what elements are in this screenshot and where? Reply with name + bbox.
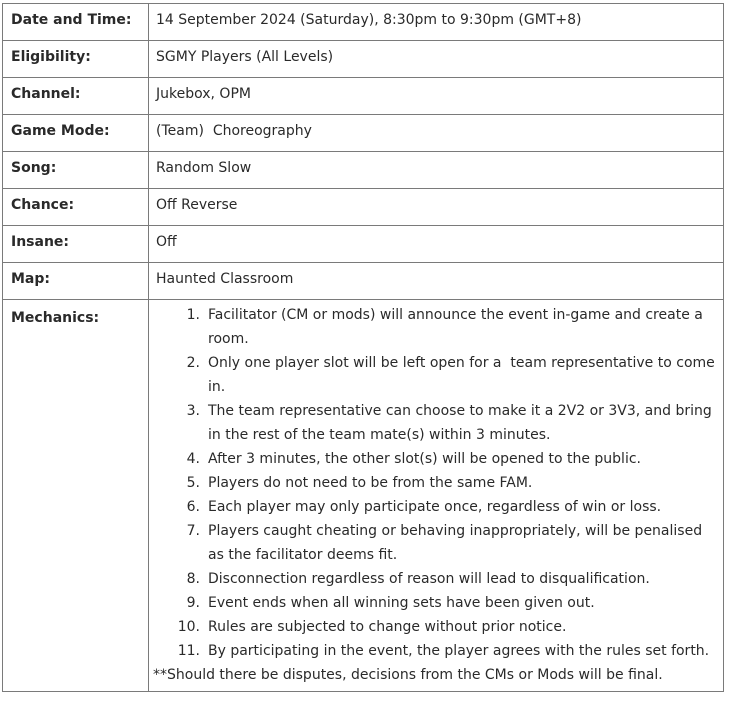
row-game-mode	[3, 115, 724, 152]
disputes-note: **Should there be disputes, decisions from the CMs or Mods will be final.	[153, 667, 663, 683]
item-number: 6.	[186, 499, 200, 515]
label-eligibility: Eligibility:	[3, 41, 149, 78]
list-item	[149, 519, 723, 567]
event-info-table	[2, 3, 724, 692]
row-map	[3, 263, 724, 300]
item-number: 7.	[186, 523, 200, 539]
label-map: Map:	[3, 263, 149, 300]
item-number: 9.	[186, 595, 200, 611]
item-number: 10.	[177, 619, 200, 635]
row-eligibility	[3, 41, 724, 78]
list-item	[149, 495, 723, 519]
value-chance: Off Reverse	[149, 189, 724, 226]
label-chance: Chance:	[3, 189, 149, 226]
list-item	[149, 567, 723, 591]
item-text: Rules are subjected to change without prior notice.	[208, 619, 567, 635]
item-number: 3.	[186, 403, 200, 419]
label-mechanics: Mechanics:	[3, 300, 149, 692]
list-item	[149, 591, 723, 615]
row-song	[3, 152, 724, 189]
label-date-time: Date and Time:	[3, 4, 149, 41]
list-item	[149, 447, 723, 471]
item-number: 11.	[177, 643, 200, 659]
row-date-time	[3, 4, 724, 41]
row-mechanics	[3, 300, 724, 692]
item-number: 2.	[186, 355, 200, 371]
item-text: The team representative can choose to make it a 2V2 or 3V3, and bring in the rest of the team mate(s) within 3 minutes.	[208, 403, 712, 443]
list-item	[149, 303, 723, 351]
value-date-time: 14 September 2024 (Saturday), 8:30pm to 9:30pm (GMT+8)	[149, 4, 724, 41]
item-text: Only one player slot will be left open for a team representative to come in.	[208, 355, 720, 395]
value-song: Random Slow	[149, 152, 724, 189]
list-item	[149, 399, 723, 447]
label-game-mode: Game Mode:	[3, 115, 149, 152]
item-text: Players caught cheating or behaving inappropriately, will be penalised as the facilitator deems fit.	[208, 523, 703, 563]
mechanics-list	[149, 303, 723, 663]
value-insane: Off	[149, 226, 724, 263]
value-game-mode: (Team) Choreography	[149, 115, 724, 152]
list-item	[149, 615, 723, 639]
label-song: Song:	[3, 152, 149, 189]
row-channel	[3, 78, 724, 115]
value-channel: Jukebox, OPM	[149, 78, 724, 115]
item-text: Event ends when all winning sets have been given out.	[208, 595, 595, 611]
item-text: After 3 minutes, the other slot(s) will be opened to the public.	[208, 451, 641, 467]
row-chance	[3, 189, 724, 226]
list-item	[149, 639, 723, 663]
item-number: 4.	[186, 451, 200, 467]
value-mechanics	[149, 300, 724, 692]
item-number: 8.	[186, 571, 200, 587]
value-eligibility: SGMY Players (All Levels)	[149, 41, 724, 78]
item-number: 5.	[186, 475, 200, 491]
label-insane: Insane:	[3, 226, 149, 263]
label-channel: Channel:	[3, 78, 149, 115]
item-text: Facilitator (CM or mods) will announce the event in-game and create a room.	[208, 307, 703, 347]
item-text: Each player may only participate once, regardless of win or loss.	[208, 499, 662, 515]
value-map: Haunted Classroom	[149, 263, 724, 300]
item-text: Disconnection regardless of reason will lead to disqualification.	[208, 571, 650, 587]
item-text: Players do not need to be from the same FAM.	[208, 475, 533, 491]
item-number: 1.	[186, 307, 200, 323]
row-insane	[3, 226, 724, 263]
list-item	[149, 471, 723, 495]
list-item	[149, 351, 723, 399]
item-text: By participating in the event, the player agrees with the rules set forth.	[208, 643, 710, 659]
